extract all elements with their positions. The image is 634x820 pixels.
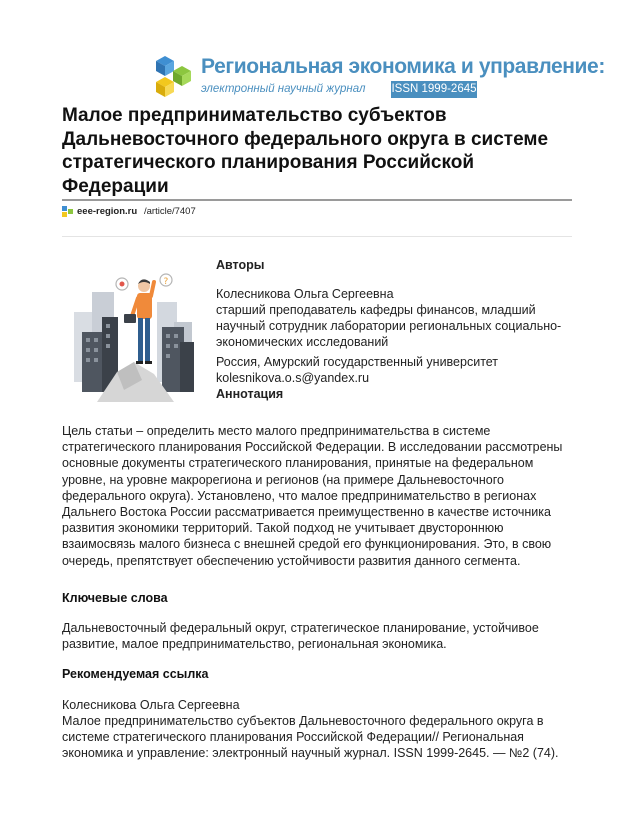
title-divider	[62, 199, 572, 201]
header-divider	[62, 236, 572, 237]
author-organization: Россия, Амурский государственный университет	[216, 355, 499, 369]
author-position: старший преподаватель кафедры финансов, младший научный сотрудник лаборатории региональных социально-экономических исследований	[216, 303, 562, 349]
author-name: Колесникова Ольга Сергеевна	[216, 287, 394, 301]
journal-title: Региональная экономика и управление:	[201, 55, 605, 78]
businessman-city-illustration	[62, 262, 207, 402]
article-title: Малое предпринимательство субъектов Дальневосточного федерального округа в системе стратегического планирования Российской Федерации	[62, 105, 549, 197]
journal-issn-badge: ISSN 1999-2645	[391, 81, 477, 98]
abstract-heading: Аннотация	[216, 387, 284, 401]
svg-text:?: ?	[163, 277, 169, 287]
site-favicon-icon	[62, 206, 74, 218]
abstract-text: Цель статьи – определить место малого предпринимательства в системе стратегического планирования Российской Федерации. В исследовании рассмотрены основные документы стратегического планирования, принятые на федеральном уровне, на уровне макрорегиона и регионов (на примере Дальневосточного федерального округа). Установлено, что малое предпринимательство в регионах Дальнего Востока России рассматривается преимущественно в качестве источника развития экономики территорий. Такой подход не учитывает двустороннюю взаимосвязь малого бизнеса с внешней средой его функционирования. Это, в свою очередь, препятствует обеспечению устойчивости развития данного сегмента.	[62, 424, 563, 568]
keywords-text: Дальневосточный федеральный округ, стратегическое планирование, устойчивое развитие, малое предпринимательство, региональная экономика.	[62, 621, 539, 652]
journal-subtitle: электронный научный журнал	[201, 83, 366, 95]
site-domain-link[interactable]: eee-region.ru	[77, 206, 138, 217]
site-path-link[interactable]: /article/7407	[144, 206, 196, 217]
journal-masthead[interactable]	[155, 54, 605, 100]
author-email-link[interactable]: kolesnikova.o.s@yandex.ru	[216, 371, 370, 385]
citation-text: Малое предпринимательство субъектов Дальневосточного федерального округа в системе стратегического планирования Российской Федерации// Региональная экономика и управление: электронный научный журнал. ISSN 1999-2645. — №2 (74).	[62, 714, 559, 761]
keywords-heading: Ключевые слова	[62, 591, 168, 605]
citation-author: Колесникова Ольга Сергеевна	[62, 698, 240, 712]
citation-heading: Рекомендуемая ссылка	[62, 667, 209, 681]
authors-heading: Авторы	[216, 258, 265, 272]
journal-logo-icon	[155, 56, 193, 98]
